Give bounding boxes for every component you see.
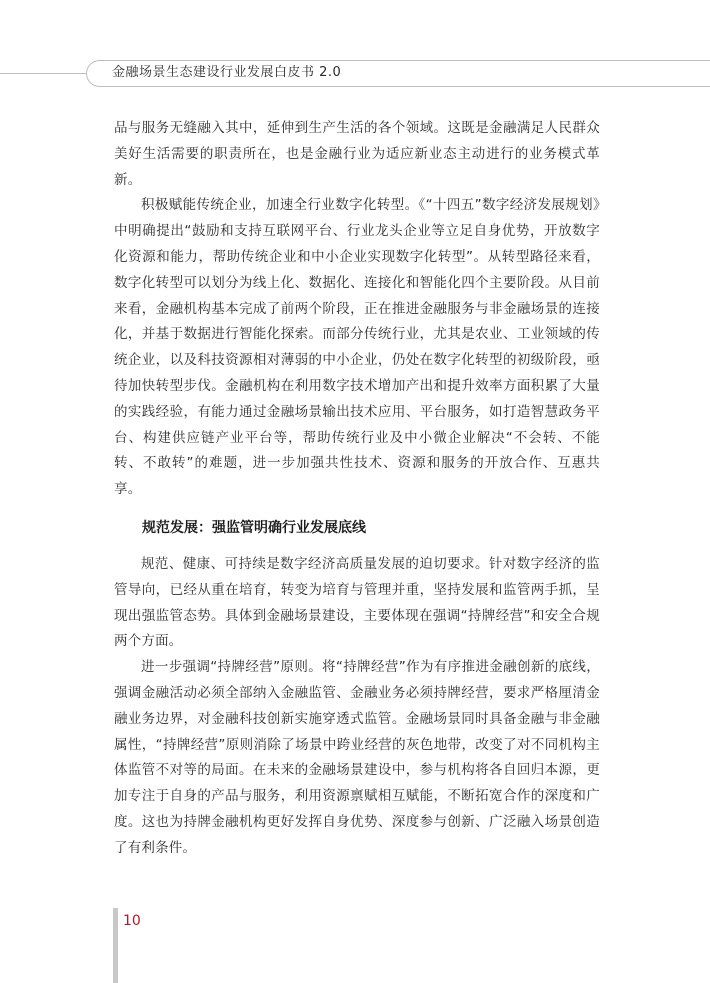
section-heading: 规范发展：强监管明确行业发展底线 [142,519,366,536]
footer-accent-bar [113,908,118,983]
body-paragraph: 品与服务无缝融入其中，延伸到生产生活的各个领域。这既是金融满足人民群众美好生活需要的职责所在，也是金融行业为适应新业态主动进行的业务模式革新。 [114,120,600,188]
body-paragraph: 进一步强调“持牌经营”原则。将“持牌经营”作为有序推进金融创新的底线，强调金融活动必须全部纳入金融监管、金融业务必须持牌经营，要求严格厘清金融业务边界，对金融科技创新实施穿透式监管。金融场景同时具备金融与非金融属性，“持牌经营”原则消除了场景中跨业经营的灰色地带，改变了对不同机构主体监管不对等的局面。在未来的金融场景建设中，参与机构将各自回归本源，更加专注于自身的产品与服务，利用资源禀赋相互赋能，不断拓宽合作的深度和广度。这也为持牌金融机构更好发挥自身优势、深度参与创新、广泛融入场景创造了有利条件。 [114,659,600,856]
header-rule [0,73,88,74]
body-paragraph: 规范、健康、可持续是数字经济高质量发展的迫切要求。针对数字经济的监管导向，已经从重在培育，转变为培育与管理并重，坚持发展和监管两手抓，呈现出强监管态势。具体到金融场景建设，主要体现在强调“持牌经营”和安全合规两个方面。 [114,555,600,650]
body-paragraph: 积极赋能传统企业，加速全行业数字化转型。《“十四五”数字经济发展规划》中明确提出“鼓励和支持互联网平台、行业龙头企业等立足自身优势，开放数字化资源和能力，帮助传统企业和中小企业实现数字化转型”。从转型路径来看，数字化转型可以划分为线上化、数据化、连接化和智能化四个主要阶段。从目前来看，金融机构基本完成了前两个阶段，正在推进金融服务与非金融场景的连接化，并基于数据进行智能化探索。而部分传统行业，尤其是农业、工业领域的传统企业，以及科技资源相对薄弱的中小企业，仍处在数字化转型的初级阶段，亟待加快转型步伐。金融机构在利用数字技术增加产出和提升效率方面积累了大量的实践经验，有能力通过金融场景输出技术应用、平台服务，如打造智慧政务平台、构建供应链产业平台等，帮助传统行业及中小微企业解决“不会转、不能转、不敢转”的难题，进一步加强共性技术、资源和服务的开放合作、互惠共享。 [114,197,600,498]
main-text [114,116,600,862]
page-number: 10 [123,913,141,929]
running-header-title: 金融场景生态建设行业发展白皮书 2.0 [112,65,342,80]
